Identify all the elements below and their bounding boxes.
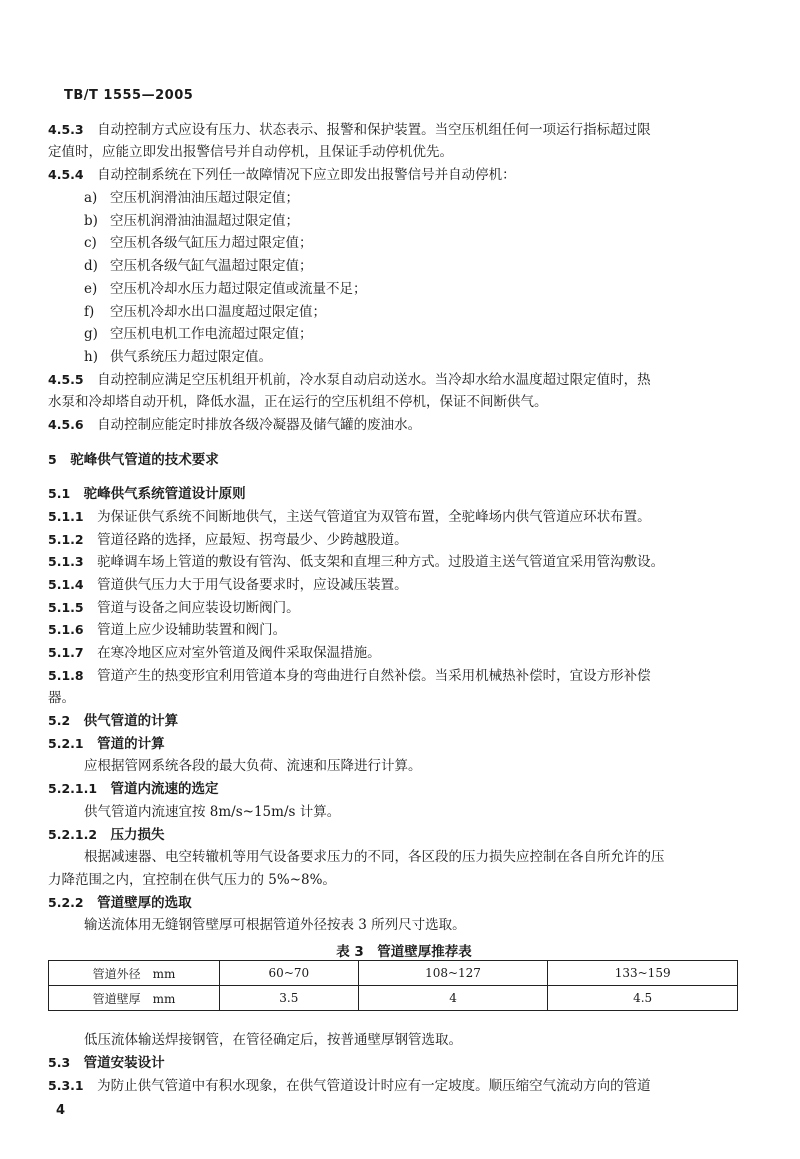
clause-5-3-1: 5.3.1 为防止供气管道中有积水现象，在供气管道设计时应有一定坡度。顺压缩空气流动方向的管道 <box>48 1078 651 1094</box>
clause-5-1-5: 5.1.5 管道与设备之间应装设切断阀门。 <box>48 600 300 616</box>
section-5-2-1-heading: 5.2.1 管道的计算 <box>48 736 165 752</box>
clause-5-1-3: 5.1.3 驼峰调车场上管道的敷设有管沟、低支架和直埋三种方式。过股道主送气管道宜采用管沟敷设。 <box>48 554 665 570</box>
row-header: 管道外径 mm <box>49 961 220 986</box>
list-item: h) 供气系统压力超过限定值。 <box>84 349 272 365</box>
list-item: e) 空压机冷却水压力超过限定值或流量不足； <box>84 281 367 297</box>
clause-4-5-3: 4.5.3 自动控制方式应设有压力、状态表示、报警和保护装置。当空压机组任何一项运行指标超过限 <box>48 122 651 138</box>
row-header: 管道壁厚 mm <box>49 986 220 1011</box>
after-table-text: 低压流体输送焊接钢管，在管径确定后，按普通壁厚钢管选取。 <box>84 1032 462 1048</box>
clause-5-1-8: 5.1.8 管道产生的热变形宜利用管道本身的弯曲进行自然补偿。当采用机械热补偿时，宜设方形补偿 <box>48 668 651 684</box>
clause-4-5-6: 4.5.6 自动控制应能定时排放各级冷凝器及储气罐的废油水。 <box>48 417 422 433</box>
clause-5-1-4: 5.1.4 管道供气压力大于用气设备要求时，应设减压装置。 <box>48 577 408 593</box>
clause-4-5-5: 4.5.5 自动控制应满足空压机组开机前，冷水泵自动启动送水。当冷却水给水温度超过限定值时，热 <box>48 372 651 388</box>
clause-4-5-5-cont: 水泵和冷却塔自动开机，降低水温，正在运行的空压机组不停机，保证不间断供气。 <box>48 394 548 410</box>
standard-code-header: TB/T 1555—2005 <box>64 88 194 103</box>
section-5-2-2-heading: 5.2.2 管道壁厚的选取 <box>48 895 192 911</box>
list-item: f) 空压机冷却水出口温度超过限定值； <box>84 304 326 320</box>
clause-number: 4.5.3 <box>48 122 84 137</box>
table-cell: 108~127 <box>358 961 548 986</box>
section-5-2-1-1-heading: 5.2.1.1 管道内流速的选定 <box>48 781 219 797</box>
section-5-3-heading: 5.3 管道安装设计 <box>48 1055 165 1071</box>
clause-5-1-7: 5.1.7 在寒冷地区应对室外管道及阀件采取保温措施。 <box>48 645 381 661</box>
section-5-heading: 5 驼峰供气管道的技术要求 <box>48 452 219 468</box>
table-row <box>49 986 738 1011</box>
clause-5-1-2: 5.1.2 管道径路的选择，应最短、拐弯最少、少跨越股道。 <box>48 532 408 548</box>
table-cell: 60~70 <box>220 961 359 986</box>
clause-5-2-1-2-text: 根据减速器、电空转辙机等用气设备要求压力的不同，各区段的压力损失应控制在各自所允许的压 <box>84 849 665 865</box>
page-number: 4 <box>56 1103 66 1118</box>
clause-5-2-1-1-text: 供气管道内流速宜按 8m/s~15m/s 计算。 <box>84 804 341 820</box>
clause-5-2-2-text: 输送流体用无缝钢管壁厚可根据管道外径按表 3 所列尺寸选取。 <box>84 917 466 933</box>
table-cell: 3.5 <box>220 986 359 1011</box>
list-item: a) 空压机润滑油油压超过限定值； <box>84 190 299 206</box>
list-item: c) 空压机各级气缸压力超过限定值； <box>84 235 313 251</box>
clause-4-5-3-cont: 定值时，应能立即发出报警信号并自动停机，且保证手动停机优先。 <box>48 144 453 160</box>
clause-5-1-8-cont: 器。 <box>48 690 75 706</box>
list-item: b) 空压机润滑油油温超过限定值； <box>84 213 299 229</box>
clause-4-5-4: 4.5.4 自动控制系统在下列任一故障情况下应立即发出报警信号并自动停机： <box>48 167 516 183</box>
section-5-2-1-2-heading: 5.2.1.2 压力损失 <box>48 827 165 843</box>
table-3-caption: 表 3 管道壁厚推荐表 <box>336 944 472 960</box>
table-cell: 133~159 <box>548 961 738 986</box>
section-5-2-heading: 5.2 供气管道的计算 <box>48 713 179 729</box>
clause-5-1-1: 5.1.1 为保证供气系统不间断地供气，主送气管道宜为双管布置，全驼峰场内供气管道应环状布置。 <box>48 509 651 525</box>
list-item: d) 空压机各级气缸气温超过限定值； <box>84 258 313 274</box>
clause-5-2-1-text: 应根据管网系统各段的最大负荷、流速和压降进行计算。 <box>84 758 422 774</box>
clause-5-1-6: 5.1.6 管道上应少设辅助装置和阀门。 <box>48 622 287 638</box>
clause-5-2-1-2-cont: 力降范围之内，宜控制在供气压力的 5%~8%。 <box>48 872 336 888</box>
table-3-wall-thickness <box>48 960 738 1011</box>
table-cell: 4 <box>358 986 548 1011</box>
list-item: g) 空压机电机工作电流超过限定值； <box>84 326 313 342</box>
table-cell: 4.5 <box>548 986 738 1011</box>
table-row <box>49 961 738 986</box>
section-5-1-heading: 5.1 驼峰供气系统管道设计原则 <box>48 486 246 502</box>
